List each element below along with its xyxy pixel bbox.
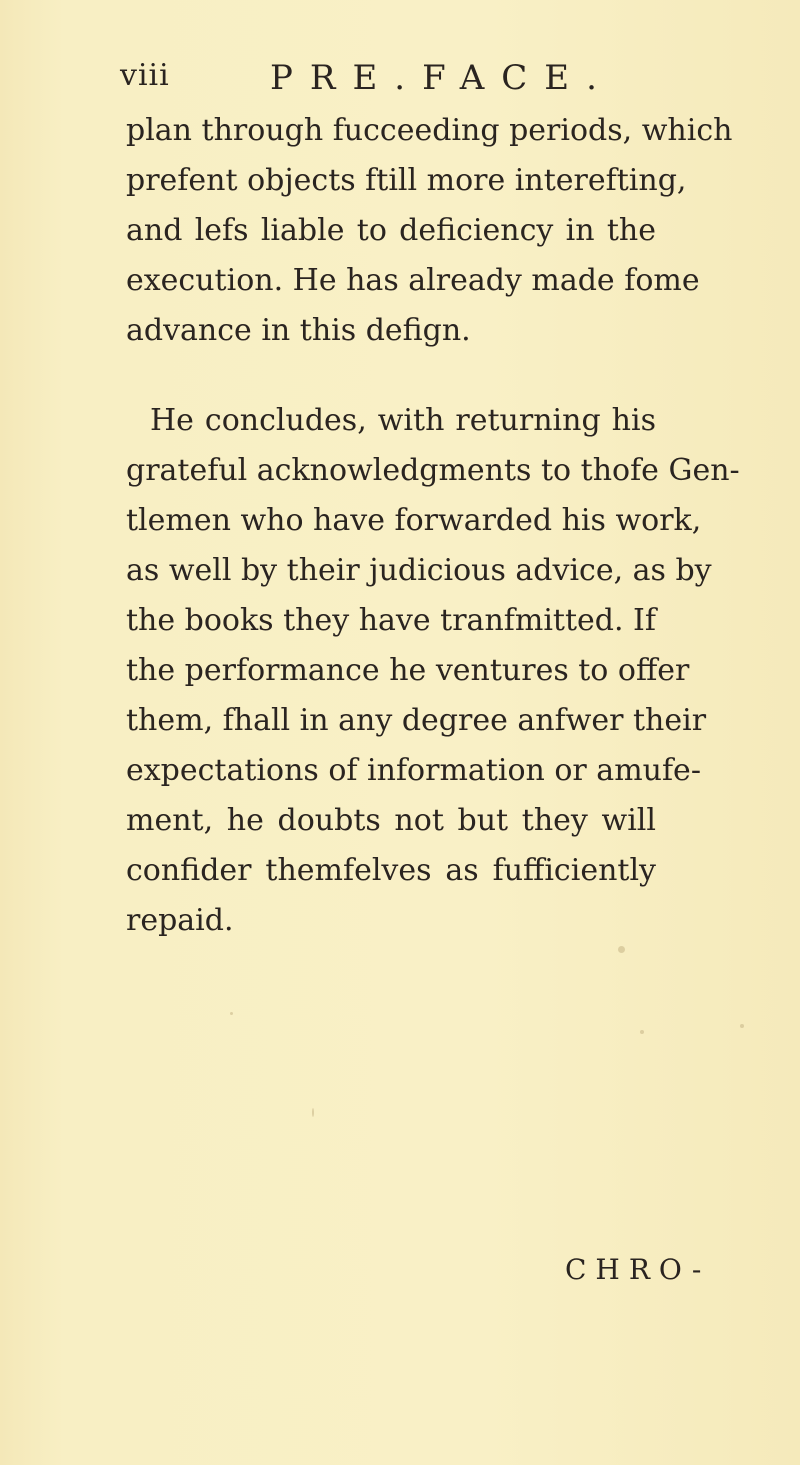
text-line: ment, he doubts not but they will — [126, 803, 656, 838]
paper-speck — [740, 1024, 744, 1028]
paragraph-2 — [126, 396, 740, 946]
text-line: confider themfelves as fufficiently — [126, 853, 656, 888]
text-line: as well by their judicious advice, as by — [126, 553, 712, 588]
text-line: the performance he ventures to offer — [126, 653, 690, 688]
paper-speck — [230, 1012, 233, 1015]
text-line: plan through fucceeding periods, which — [126, 113, 733, 148]
paragraph-1 — [126, 106, 733, 356]
running-title: PRE.FACE. — [270, 58, 614, 98]
text-line: grateful acknowledgments to thofe Gen- — [126, 453, 740, 488]
text-line: execution. He has already made fome — [126, 263, 700, 298]
text-line: the books they have tranfmitted. If — [126, 603, 657, 638]
text-line: prefent objects ftill more interefting, — [126, 163, 687, 198]
page-number: viii — [120, 58, 170, 93]
catchword: CHRO- — [565, 1253, 711, 1286]
running-head — [120, 58, 680, 102]
paper-speck — [312, 1108, 314, 1117]
body-text — [126, 106, 740, 946]
text-line: and lefs liable to deficiency in the — [126, 213, 656, 248]
paper-speck — [640, 1030, 644, 1034]
text-line: He concludes, with returning his — [150, 403, 656, 438]
text-line: expectations of information or amufe- — [126, 753, 701, 788]
text-line: tlemen who have forwarded his work, — [126, 503, 702, 538]
text-line: them, fhall in any degree anfwer their — [126, 703, 707, 738]
text-line: advance in this defign. — [126, 313, 471, 348]
paper-speck — [618, 946, 625, 953]
text-line: repaid. — [126, 903, 234, 938]
